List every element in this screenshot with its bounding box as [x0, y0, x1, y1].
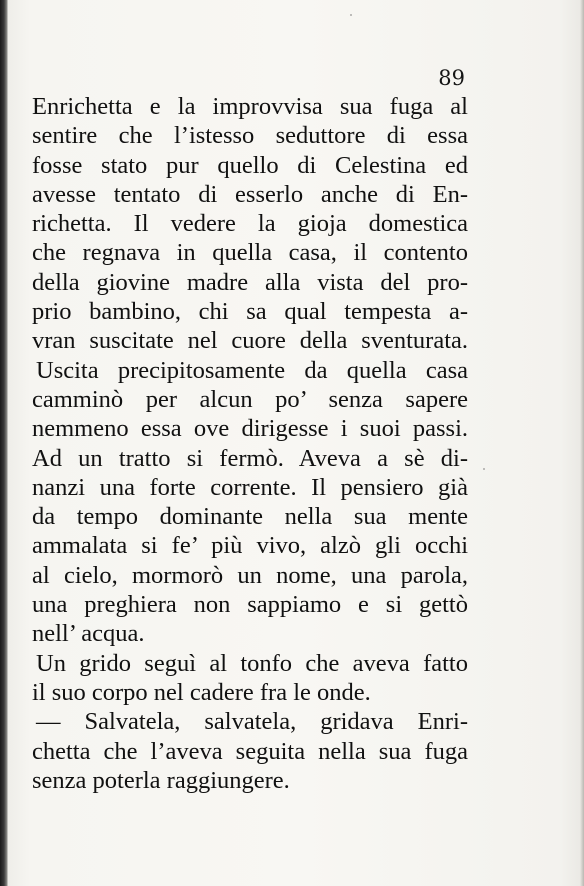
page-number: 89 — [438, 66, 465, 90]
paper-speck — [483, 468, 485, 470]
text-line: della giovine madre alla vista del pro- — [32, 268, 468, 296]
text-line: camminò per alcun po’ senza sapere — [32, 385, 468, 413]
text-line: nanzi una forte corrente. Il pensiero già — [32, 473, 468, 501]
page-edge — [580, 0, 584, 886]
text-line: da tempo dominante nella sua mente — [32, 503, 468, 531]
text-line: il suo corpo nel cadere fra le onde. — [32, 678, 371, 706]
text-line: Un grido seguì al tonfo che aveva fatto — [36, 649, 468, 677]
text-line: nell’ acqua. — [32, 620, 145, 648]
text-line: vran suscitate nel cuore della sventurata. — [32, 327, 468, 355]
body-text — [32, 92, 468, 795]
text-line: al cielo, mormorò un nome, una parola, — [32, 561, 468, 589]
text-line: chetta che l’aveva seguita nella sua fuga — [32, 737, 468, 765]
text-line: senza poterla raggiungere. — [32, 766, 290, 794]
text-line: sentire che l’istesso seduttore di essa — [32, 122, 468, 150]
text-line: che regnava in quella casa, il contento — [32, 239, 468, 267]
text-line: fosse stato pur quello di Celestina ed — [32, 151, 468, 179]
binding-edge — [0, 0, 8, 886]
paper-speck — [350, 14, 352, 16]
text-line: ammalata si fe’ più vivo, alzò gli occhi — [32, 532, 468, 560]
text-line: prio bambino, chi sa qual tempesta a- — [32, 298, 468, 326]
text-line: — Salvatela, salvatela, gridava Enri- — [36, 708, 468, 736]
text-line: nemmeno essa ove dirigesse i suoi passi. — [32, 415, 468, 443]
text-line: Ad un tratto si fermò. Aveva a sè di- — [32, 444, 468, 472]
text-line: Enrichetta e la improvvisa sua fuga al — [32, 93, 468, 120]
text-line: avesse tentato di esserlo anche di En- — [32, 180, 468, 208]
text-line: richetta. Il vedere la gioja domestica — [32, 210, 468, 238]
text-line: Uscita precipitosamente da quella casa — [36, 356, 468, 384]
text-line: una preghiera non sappiamo e si gettò — [32, 591, 468, 619]
